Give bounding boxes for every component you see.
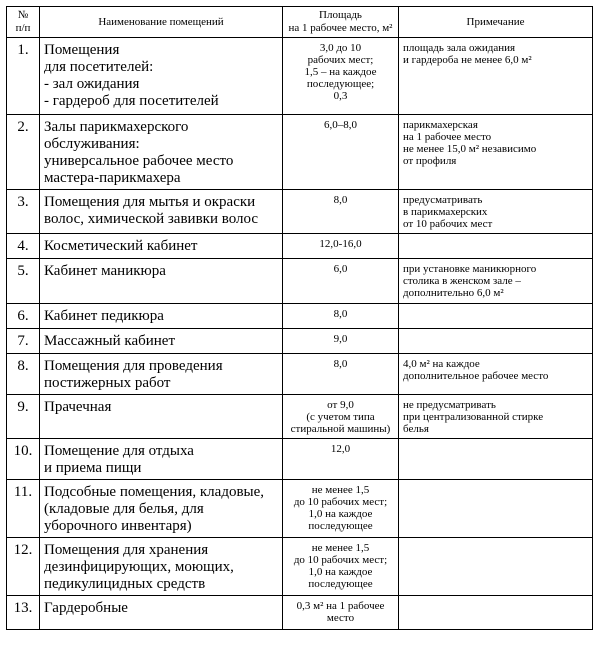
row-area: 3,0 до 10 рабочих мест; 1,5 – на каждое последующее; 0,3 (283, 38, 399, 115)
row-note: предусматривать в парикмахерских от 10 рабочих мест (399, 190, 593, 234)
row-number: 8. (7, 354, 40, 395)
row-area: 8,0 (283, 304, 399, 329)
table-row (7, 480, 593, 538)
row-number: 5. (7, 259, 40, 304)
row-number: 4. (7, 234, 40, 259)
row-name: Кабинет маникюра (40, 259, 283, 304)
table-row (7, 304, 593, 329)
row-name: Помещения для проведения постижерных работ (40, 354, 283, 395)
header-note: Примечание (399, 7, 593, 38)
row-note (399, 329, 593, 354)
row-note (399, 234, 593, 259)
row-area: 12,0-16,0 (283, 234, 399, 259)
header-area: Площадь на 1 рабочее место, м² (283, 7, 399, 38)
row-note (399, 304, 593, 329)
row-name: Подсобные помещения, кладовые, (кладовые для белья, для уборочного инвентаря) (40, 480, 283, 538)
row-area: 6,0 (283, 259, 399, 304)
row-name: Помещение для отдыха и приема пищи (40, 439, 283, 480)
row-area: 8,0 (283, 354, 399, 395)
row-note (399, 439, 593, 480)
row-area: 12,0 (283, 439, 399, 480)
row-number: 6. (7, 304, 40, 329)
row-area: не менее 1,5 до 10 рабочих мест; 1,0 на каждое последующее (283, 480, 399, 538)
row-number: 11. (7, 480, 40, 538)
table-row (7, 234, 593, 259)
row-note: при установке маникюрного столика в женском зале – дополнительно 6,0 м² (399, 259, 593, 304)
row-number: 2. (7, 115, 40, 190)
row-number: 10. (7, 439, 40, 480)
row-number: 1. (7, 38, 40, 115)
table-row (7, 395, 593, 439)
row-number: 13. (7, 596, 40, 630)
row-note (399, 538, 593, 596)
table-row (7, 439, 593, 480)
row-name: Кабинет педикюра (40, 304, 283, 329)
premises-table (6, 6, 593, 630)
row-name: Прачечная (40, 395, 283, 439)
row-area: не менее 1,5 до 10 рабочих мест; 1,0 на каждое последующее (283, 538, 399, 596)
table-row (7, 354, 593, 395)
table-row (7, 259, 593, 304)
table-header-row (7, 7, 593, 38)
table-row (7, 190, 593, 234)
table-row (7, 538, 593, 596)
header-name: Наименование помещений (40, 7, 283, 38)
row-name: Косметический кабинет (40, 234, 283, 259)
row-name: Гардеробные (40, 596, 283, 630)
header-number: № п/п (7, 7, 40, 38)
row-note: не предусматривать при централизованной стирке белья (399, 395, 593, 439)
row-number: 7. (7, 329, 40, 354)
table-row (7, 596, 593, 630)
table-row (7, 38, 593, 115)
row-note: площадь зала ожидания и гардероба не менее 6,0 м² (399, 38, 593, 115)
row-number: 3. (7, 190, 40, 234)
row-area: 8,0 (283, 190, 399, 234)
row-number: 12. (7, 538, 40, 596)
row-number: 9. (7, 395, 40, 439)
row-area: от 9,0 (с учетом типа стиральной машины) (283, 395, 399, 439)
row-note: 4,0 м² на каждое дополнительное рабочее место (399, 354, 593, 395)
row-note (399, 480, 593, 538)
row-name: Помещения для посетителей: - зал ожидания - гардероб для посетителей (40, 38, 283, 115)
row-name: Помещения для мытья и окраски волос, химической завивки волос (40, 190, 283, 234)
table-row (7, 115, 593, 190)
table-row (7, 329, 593, 354)
row-name: Помещения для хранения дезинфицирующих, моющих, педикулицидных средств (40, 538, 283, 596)
row-area: 9,0 (283, 329, 399, 354)
row-area: 6,0–8,0 (283, 115, 399, 190)
row-name: Залы парикмахерского обслуживания: универсальное рабочее место мастера-парикмахера (40, 115, 283, 190)
row-name: Массажный кабинет (40, 329, 283, 354)
row-area: 0,3 м² на 1 рабочее место (283, 596, 399, 630)
row-note (399, 596, 593, 630)
row-note: парикмахерская на 1 рабочее место не менее 15,0 м² независимо от профиля (399, 115, 593, 190)
